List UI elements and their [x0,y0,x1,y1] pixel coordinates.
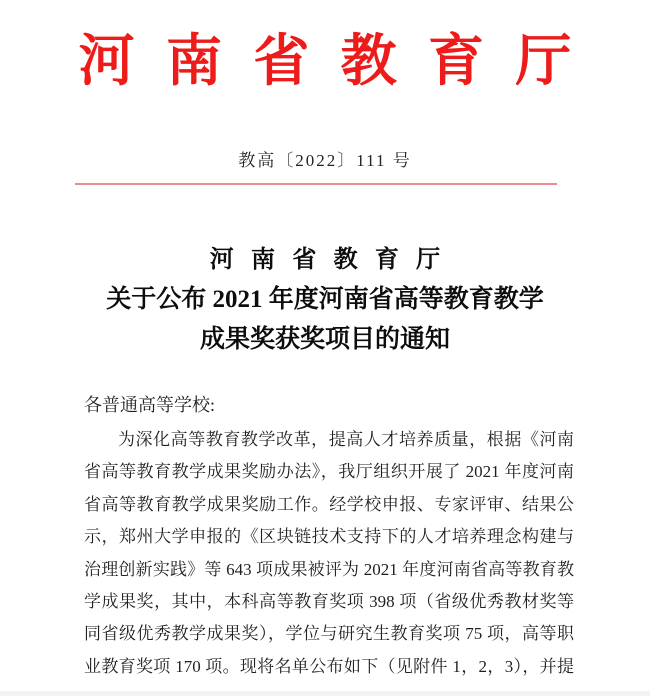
paragraph-line: 同省级优秀教学成果奖），学位与研究生教育奖项 75 项，高等职 [84,624,574,644]
paragraph-line: 示，郑州大学申报的《区块链技术支持下的人才培养理念构建与 [84,527,574,547]
paragraph-line: 业教育奖项 170 项。现将名单公布如下（见附件 1，2，3），并提 [84,656,574,676]
notice-title [0,240,650,360]
notice-title-line2: 关于公布 2021 年度河南省高等教育教学 [106,286,544,313]
document-number: 教高〔2022〕111 号 [238,151,412,170]
salutation: 各普通高等学校: [84,395,216,415]
letterhead-agency-name: 河南省教育厅 [78,31,603,93]
notice-title-issuer: 河南省教育厅 [209,247,458,273]
paragraph-line: 省高等教育教学成果奖励办法》，我厅组织开展了 2021 年度河南 [84,462,574,482]
page-edge-shadow [0,691,650,696]
paragraph-line: 学成果奖，其中，本科高等教育奖项 398 项（省级优秀教材奖等 [84,592,574,612]
paragraph-line: 治理创新实践》等 643 项成果被评为 2021 年度河南省高等教育教 [84,559,574,579]
paragraph-line: 为深化高等教育教学改革，提高人才培养质量，根据《河南 [118,430,574,449]
notice-title-line3: 成果奖获奖项目的通知 [199,326,450,353]
letterhead-divider-line [75,183,557,185]
paragraph-line: 省高等教育教学成果奖励工作。经学校申报、专家评审、结果公 [84,494,574,514]
body-paragraph [84,424,574,683]
